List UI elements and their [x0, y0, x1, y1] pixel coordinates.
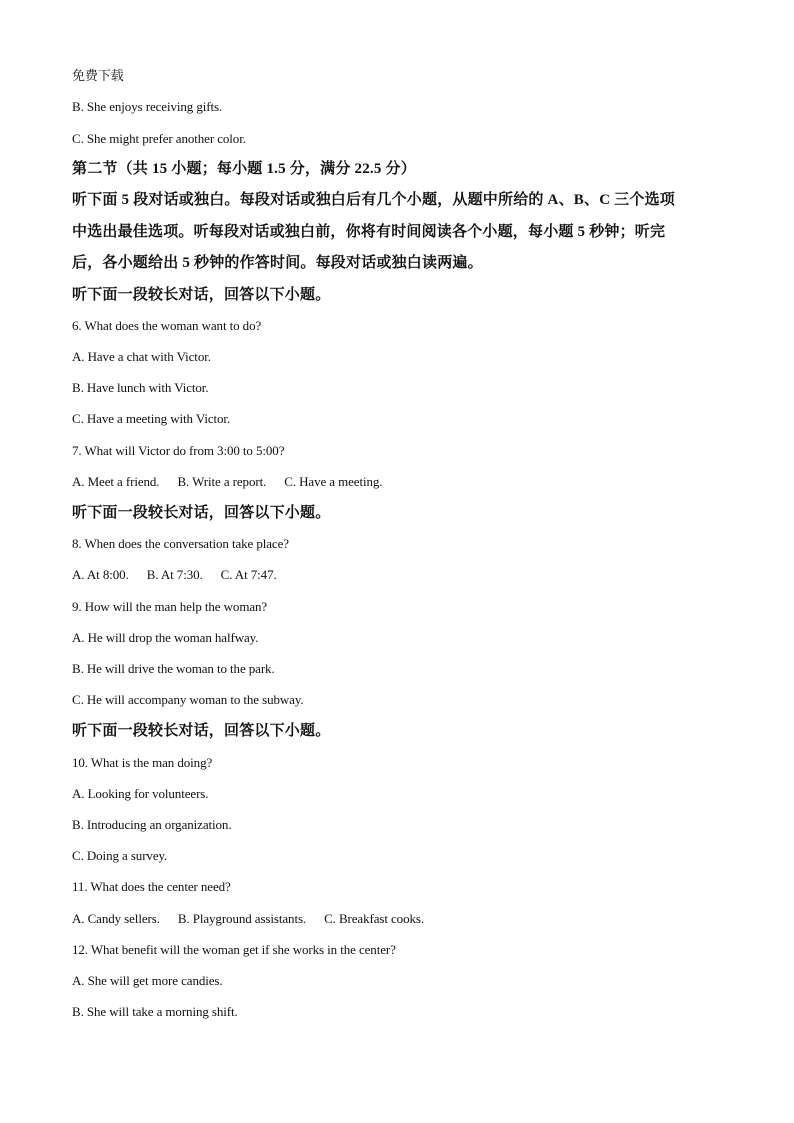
q11-stem: 11. What does the center need? — [72, 879, 231, 894]
q6-option-a: A. Have a chat with Victor. — [72, 349, 211, 364]
q6-stem: 6. What does the woman want to do? — [72, 318, 262, 333]
q7-option-b: B. Write a report. — [177, 474, 267, 489]
q8-option-b: B. At 7:30. — [146, 567, 203, 582]
q10-option-b: B. Introducing an organization. — [72, 817, 232, 832]
q10-option-a: A. Looking for volunteers. — [72, 786, 209, 801]
section-title: 第二节（共 15 小题；每小题 1.5 分，满分 22.5 分） — [72, 161, 416, 177]
q11-option-b: B. Playground assistants. — [177, 911, 307, 926]
q9-option-a: A. He will drop the woman halfway. — [72, 630, 259, 645]
prev-option-b: B. She enjoys receiving gifts. — [72, 99, 223, 114]
q10-option-c: C. Doing a survey. — [72, 848, 168, 863]
q11-options — [72, 910, 424, 928]
section-instruction-line-3: 后，各小题给出 5 秒钟的作答时间。每段对话或独白读两遍。 — [72, 255, 483, 271]
q7-option-c: C. Have a meeting. — [284, 474, 383, 489]
q12-stem: 12. What benefit will the woman get if she works in the center? — [72, 942, 396, 957]
dialogue-heading-3: 听下面一段较长对话，回答以下小题。 — [72, 723, 331, 739]
section-instruction-line-2: 中选出最佳选项。听每段对话或独白前，你将有时间阅读各个小题，每小题 5 秒钟；听完 — [72, 224, 666, 240]
q9-stem: 9. How will the man help the woman? — [72, 599, 268, 614]
watermark-text: 免费下载 — [72, 68, 124, 83]
dialogue-heading: 听下面一段较长对话，回答以下小题。 — [72, 287, 331, 303]
q8-options — [72, 566, 277, 584]
q11-option-a: A. Candy sellers. — [72, 911, 160, 926]
q7-options — [72, 473, 382, 491]
q12-option-b: B. She will take a morning shift. — [72, 1004, 238, 1019]
q8-stem: 8. When does the conversation take place? — [72, 536, 289, 551]
q11-option-c: C. Breakfast cooks. — [324, 911, 424, 926]
q6-option-c: C. Have a meeting with Victor. — [72, 411, 231, 426]
prev-option-c: C. She might prefer another color. — [72, 131, 246, 146]
q8-option-c: C. At 7:47. — [220, 567, 277, 582]
q8-option-a: A. At 8:00. — [72, 567, 129, 582]
q12-option-a: A. She will get more candies. — [72, 973, 223, 988]
q6-option-b: B. Have lunch with Victor. — [72, 380, 209, 395]
q9-option-b: B. He will drive the woman to the park. — [72, 661, 275, 676]
section-instruction-line-1: 听下面 5 段对话或独白。每段对话或独白后有几个小题，从题中所给的 A、B、C 三个选项 — [72, 192, 675, 208]
q10-stem: 10. What is the man doing? — [72, 755, 213, 770]
q9-option-c: C. He will accompany woman to the subway. — [72, 692, 304, 707]
q7-option-a: A. Meet a friend. — [72, 474, 160, 489]
q7-stem: 7. What will Victor do from 3:00 to 5:00? — [72, 443, 285, 458]
dialogue-heading-2: 听下面一段较长对话，回答以下小题。 — [72, 505, 331, 521]
